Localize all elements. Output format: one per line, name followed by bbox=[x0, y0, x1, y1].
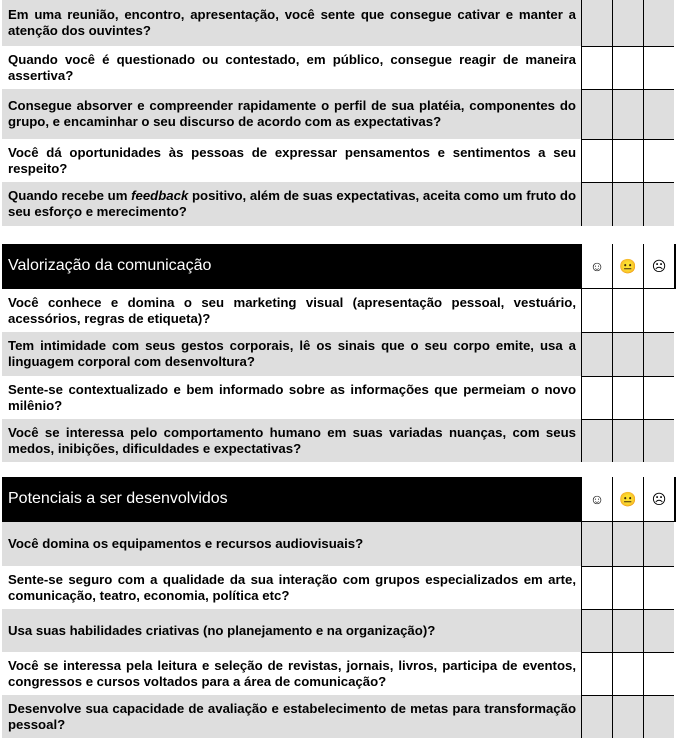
question-row bbox=[2, 522, 676, 566]
question-text: Consegue absorver e compreender rapidamente o perfil de sua platéia, componentes do grupo, e encaminhar o seu discurso de acordo com as expectativas? bbox=[8, 98, 576, 129]
answer-cell-happy[interactable] bbox=[581, 522, 612, 566]
answer-cell-neutral[interactable] bbox=[612, 332, 643, 376]
question-row bbox=[2, 0, 676, 46]
answer-cell-neutral[interactable] bbox=[612, 609, 643, 652]
neutral-face-icon: 😐 bbox=[612, 244, 643, 288]
answer-cell-sad[interactable] bbox=[643, 182, 674, 226]
question-row bbox=[2, 89, 676, 139]
question-row bbox=[2, 609, 676, 652]
answer-cell-neutral[interactable] bbox=[612, 182, 643, 226]
section-2 bbox=[2, 244, 676, 462]
question-row bbox=[2, 332, 676, 376]
section-title: Potenciais a ser desenvolvidos bbox=[8, 490, 228, 507]
answer-cell-happy[interactable] bbox=[581, 376, 612, 419]
answer-cell-sad[interactable] bbox=[643, 139, 674, 182]
neutral-face-icon: 😐 bbox=[612, 477, 643, 521]
question-row bbox=[2, 566, 676, 609]
question-text-part: Quando recebe um bbox=[8, 188, 132, 203]
answer-cell-neutral[interactable] bbox=[612, 652, 643, 695]
question-text: Você dá oportunidades às pessoas de expressar pensamentos e sentimentos a seu respeito? bbox=[8, 144, 576, 176]
answer-cell-neutral[interactable] bbox=[612, 419, 643, 462]
answer-cell-sad[interactable] bbox=[643, 419, 674, 462]
answer-cell-neutral[interactable] bbox=[612, 376, 643, 419]
question-text-part: positivo, além de suas expectativas, aceita como um fruto do seu esforço e merecimento? bbox=[8, 188, 576, 219]
answer-cell-happy[interactable] bbox=[581, 46, 612, 89]
answer-cell-happy[interactable] bbox=[581, 332, 612, 376]
question-text: Tem intimidade com seus gestos corporais, lê os sinais que o seu corpo emite, usa a linguagem corporal com desenvoltura? bbox=[8, 338, 576, 369]
question-row bbox=[2, 695, 676, 738]
answer-cell-happy[interactable] bbox=[581, 695, 612, 738]
sad-face-icon: ☹ bbox=[643, 244, 674, 288]
answer-cell-sad[interactable] bbox=[643, 46, 674, 89]
section-header bbox=[2, 477, 676, 522]
question-row bbox=[2, 652, 676, 695]
answer-cell-neutral[interactable] bbox=[612, 289, 643, 332]
answer-cell-neutral[interactable] bbox=[612, 566, 643, 609]
question-text: Você se interessa pelo comportamento humano em suas variadas nuanças, com seus medos, inibições, dificuldades e expectativas? bbox=[8, 424, 576, 456]
answer-cell-sad[interactable] bbox=[643, 522, 674, 566]
feedback-word: feedback bbox=[131, 188, 189, 203]
question-row bbox=[2, 419, 676, 462]
sad-face-icon: ☹ bbox=[643, 477, 674, 521]
question-row bbox=[2, 376, 676, 419]
question-text: Sente-se contextualizado e bem informado sobre as informações que permeiam o novo milênio? bbox=[8, 381, 576, 413]
question-text: Sente-se seguro com a qualidade da sua interação com grupos especializados em arte, comunicação, teatro, economia, política etc? bbox=[8, 571, 576, 603]
answer-cell-happy[interactable] bbox=[581, 139, 612, 182]
question-row bbox=[2, 139, 676, 182]
answer-cell-sad[interactable] bbox=[643, 0, 674, 46]
question-row bbox=[2, 182, 676, 226]
answer-cell-happy[interactable] bbox=[581, 609, 612, 652]
question-row bbox=[2, 289, 676, 332]
happy-face-icon: ☺ bbox=[581, 477, 612, 521]
question-text: Em uma reunião, encontro, apresentação, você sente que consegue cativar e manter a atenção dos ouvintes? bbox=[8, 7, 576, 38]
question-row bbox=[2, 46, 676, 89]
answer-cell-sad[interactable] bbox=[643, 695, 674, 738]
answer-cell-sad[interactable] bbox=[643, 566, 674, 609]
section-header bbox=[2, 244, 676, 289]
answer-cell-neutral[interactable] bbox=[612, 522, 643, 566]
question-text: Quando você é questionado ou contestado, em público, consegue reagir de maneira assertiva? bbox=[8, 51, 576, 83]
answer-cell-happy[interactable] bbox=[581, 289, 612, 332]
answer-cell-neutral[interactable] bbox=[612, 46, 643, 89]
question-text bbox=[8, 188, 576, 220]
section-title: Valorização da comunicação bbox=[8, 257, 212, 274]
question-text: Você conhece e domina o seu marketing visual (apresentação pessoal, vestuário, acessórios, regras de etiqueta)? bbox=[8, 294, 576, 326]
answer-cell-sad[interactable] bbox=[643, 89, 674, 139]
answer-cell-happy[interactable] bbox=[581, 182, 612, 226]
question-text: Você domina os equipamentos e recursos audiovisuais? bbox=[8, 536, 364, 551]
answer-cell-happy[interactable] bbox=[581, 419, 612, 462]
question-text: Desenvolve sua capacidade de avaliação e estabelecimento de metas para transformação pessoal? bbox=[8, 700, 576, 732]
answer-cell-sad[interactable] bbox=[643, 332, 674, 376]
answer-cell-sad[interactable] bbox=[643, 609, 674, 652]
answer-cell-neutral[interactable] bbox=[612, 139, 643, 182]
answer-cell-neutral[interactable] bbox=[612, 695, 643, 738]
question-text: Usa suas habilidades criativas (no planejamento e na organização)? bbox=[8, 622, 436, 638]
answer-cell-happy[interactable] bbox=[581, 89, 612, 139]
answer-cell-happy[interactable] bbox=[581, 652, 612, 695]
answer-cell-neutral[interactable] bbox=[612, 89, 643, 139]
answer-cell-sad[interactable] bbox=[643, 376, 674, 419]
answer-cell-happy[interactable] bbox=[581, 566, 612, 609]
answer-cell-sad[interactable] bbox=[643, 289, 674, 332]
section-1 bbox=[2, 0, 676, 226]
answer-cell-happy[interactable] bbox=[581, 0, 612, 46]
happy-face-icon: ☺ bbox=[581, 244, 612, 288]
question-text: Você se interessa pela leitura e seleção de revistas, jornais, livros, participa de eventos, congressos e cursos voltados para a área de comunicação? bbox=[8, 657, 576, 689]
answer-cell-sad[interactable] bbox=[643, 652, 674, 695]
answer-cell-neutral[interactable] bbox=[612, 0, 643, 46]
section-3 bbox=[2, 477, 676, 738]
